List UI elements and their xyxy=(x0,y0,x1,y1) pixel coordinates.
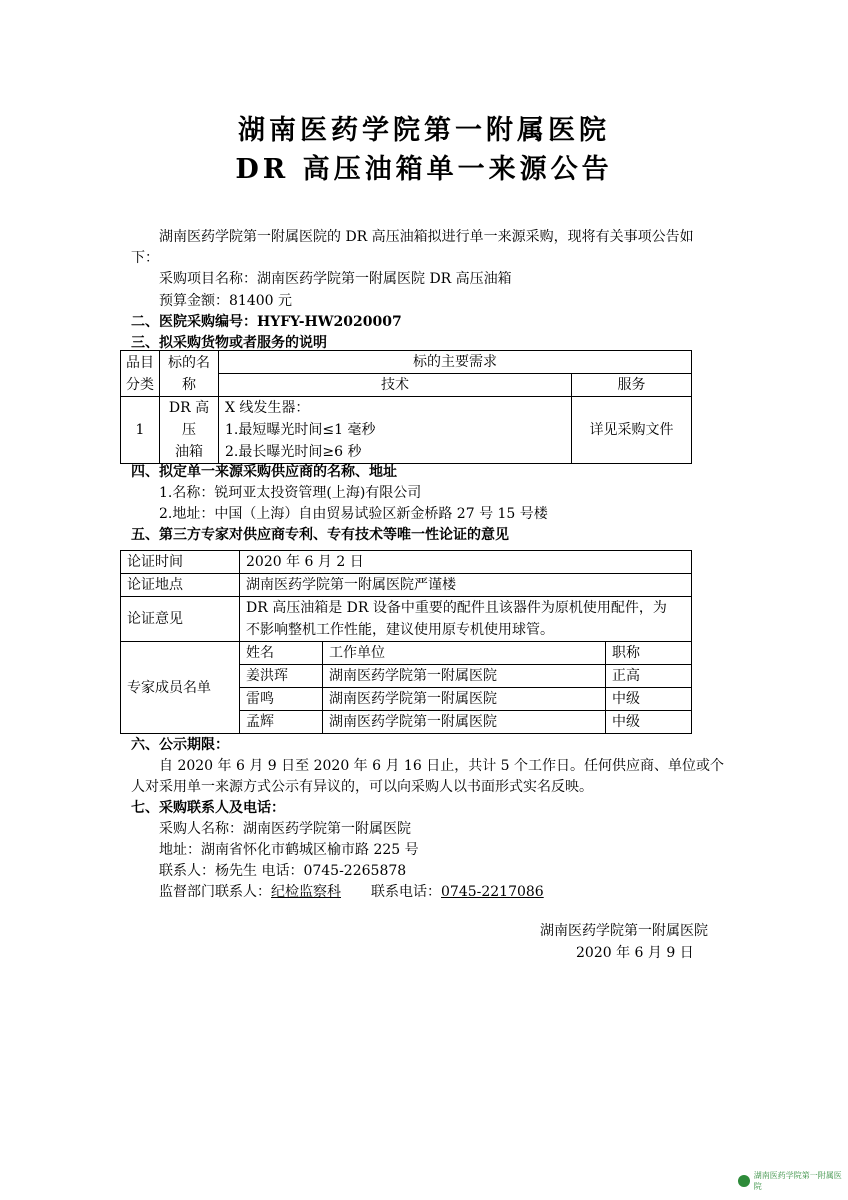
buyer-name: 采购人名称：湖南医药学院第一附属医院 xyxy=(159,821,411,837)
intro-line-1: 湖南医药学院第一附属医院的 DR 高压油箱拟进行单一来源采购，现将有关事项公告如 xyxy=(159,229,694,245)
section-2-heading: 二、医院采购编号：HYFY-HW2020007 xyxy=(131,314,402,330)
title-line-2: DR 高压油箱单一来源公告 xyxy=(235,154,613,185)
tech-line-3: 2.最长曝光时间≥6 秒 xyxy=(225,444,362,460)
member-unit: 湖南医药学院第一附属医院 xyxy=(323,665,606,688)
logo-icon xyxy=(738,1175,750,1187)
supplier-address: 2.地址：中国（上海）自由贸易试验区新金桥路 27 号 15 号楼 xyxy=(159,506,548,522)
hospital-logo xyxy=(738,1170,848,1192)
section-5-heading: 五、第三方专家对供应商专利、专有技术等唯一性论证的意见 xyxy=(131,527,509,543)
contact-person: 联系人：杨先生 电话：0745-2265878 xyxy=(159,863,407,879)
header-service: 服务 xyxy=(572,374,692,397)
opinion-value xyxy=(240,597,692,642)
tech-line-1: X 线发生器： xyxy=(225,400,310,416)
budget: 预算金额：81400 元 xyxy=(159,293,292,309)
expert-table xyxy=(120,550,692,734)
section-4-heading: 四、拟定单一来源采购供应商的名称、地址 xyxy=(131,464,397,480)
intro-line-2: 下： xyxy=(131,250,159,266)
member-title: 中级 xyxy=(606,711,692,734)
time-value: 2020 年 6 月 2 日 xyxy=(240,551,692,574)
place-value: 湖南医药学院第一附属医院严谨楼 xyxy=(240,574,692,597)
row-item-name xyxy=(160,397,219,464)
opinion-label: 论证意见 xyxy=(121,597,240,642)
section-7-heading: 七、采购联系人及电话： xyxy=(131,800,285,816)
supervisor-phone: 0745-2217086 xyxy=(441,884,544,900)
row-item-name-b: 油箱 xyxy=(175,444,203,460)
header-category-b: 分类 xyxy=(126,376,154,393)
supervisor-label: 监督部门联系人： xyxy=(159,884,271,900)
time-label: 论证时间 xyxy=(121,551,240,574)
tech-line-2: 1.最短曝光时间≤1 毫秒 xyxy=(225,422,376,438)
buyer-address: 地址：湖南省怀化市鹤城区榆市路 225 号 xyxy=(159,842,419,858)
header-category xyxy=(121,351,160,397)
header-item-name xyxy=(160,351,219,397)
section-3-heading: 三、拟采购货物或者服务的说明 xyxy=(131,335,327,351)
header-item-name-a: 标的名 xyxy=(168,354,210,371)
logo-text: 湖南医药学院第一附属医院 xyxy=(753,1171,842,1191)
signature-date: 2020 年 6 月 9 日 xyxy=(576,945,694,961)
period-line-2: 人对采用单一来源方式公示有异议的，可以向采购人以书面形式实名反映。 xyxy=(131,779,593,795)
supervisor-phone-label: 联系电话： xyxy=(371,884,441,900)
member-unit: 湖南医药学院第一附属医院 xyxy=(323,688,606,711)
header-tech: 技术 xyxy=(219,374,572,397)
supervisor-line xyxy=(159,881,544,901)
signature-org: 湖南医药学院第一附属医院 xyxy=(540,923,708,939)
header-member-title: 职称 xyxy=(606,642,692,665)
row-tech xyxy=(219,397,572,464)
opinion-line-2: 不影响整机工作性能，建议使用原专机使用球管。 xyxy=(246,622,554,638)
member-unit: 湖南医药学院第一附属医院 xyxy=(323,711,606,734)
member-name: 雷鸣 xyxy=(240,688,323,711)
project-name: 采购项目名称：湖南医药学院第一附属医院 DR 高压油箱 xyxy=(159,271,512,287)
header-requirements: 标的主要需求 xyxy=(219,351,692,374)
header-member-unit: 工作单位 xyxy=(323,642,606,665)
row-item-name-a: DR 高压 xyxy=(168,400,210,438)
row-number: 1 xyxy=(121,397,160,464)
members-label: 专家成员名单 xyxy=(121,642,240,734)
supervisor-dept: 纪检监察科 xyxy=(271,884,341,900)
header-member-name: 姓名 xyxy=(240,642,323,665)
period-line-1: 自 2020 年 6 月 9 日至 2020 年 6 月 16 日止，共计 5 个工作日。任何供应商、单位或个 xyxy=(159,758,725,774)
row-service: 详见采购文件 xyxy=(572,397,692,464)
member-name: 孟辉 xyxy=(240,711,323,734)
opinion-line-1: DR 高压油箱是 DR 设备中重要的配件且该器件为原机使用配件，为 xyxy=(246,600,667,616)
header-category-a: 品目 xyxy=(126,354,154,371)
section-6-heading: 六、公示期限： xyxy=(131,737,229,753)
place-label: 论证地点 xyxy=(121,574,240,597)
member-name: 姜洪珲 xyxy=(240,665,323,688)
supplier-name: 1.名称：锐珂亚太投资管理(上海)有限公司 xyxy=(159,485,422,501)
member-title: 正高 xyxy=(606,665,692,688)
header-item-name-b: 称 xyxy=(182,376,196,393)
goods-table xyxy=(120,350,692,464)
title-line-1: 湖南医药学院第一附属医院 xyxy=(238,115,610,146)
member-title: 中级 xyxy=(606,688,692,711)
